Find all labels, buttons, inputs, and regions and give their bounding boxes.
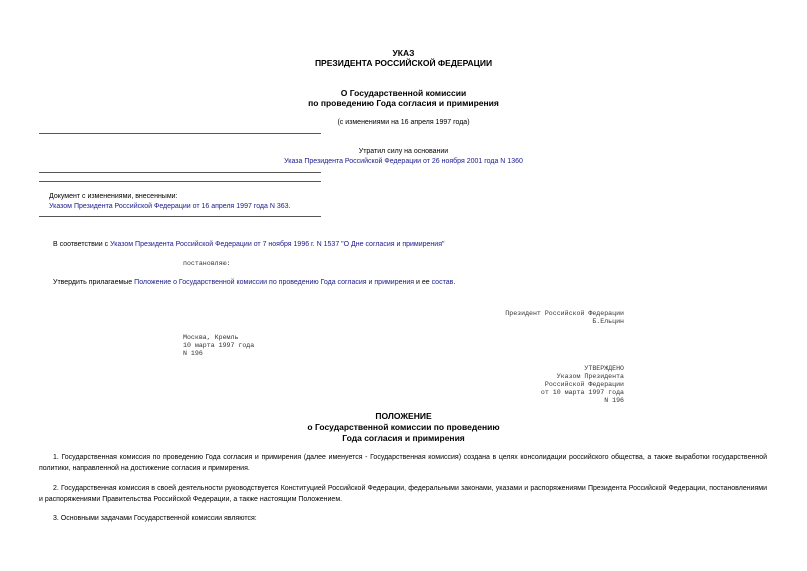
approve-suffix: .: [453, 279, 456, 286]
decree-title: УКАЗ: [392, 48, 415, 58]
approved-label: УТВЕРЖДЕНО: [584, 365, 624, 372]
date: 10 марта 1997 года: [183, 342, 255, 349]
changes-link[interactable]: Указом Президента Российской Федерации от 16 апреля 1997 года N 363: [49, 203, 289, 210]
amendment-note: (с изменениями на 16 апреля 1997 года): [337, 119, 470, 126]
regulation-subtitle-line2: Года согласия и примирения: [342, 433, 465, 443]
approve-paragraph: [53, 279, 455, 286]
decree-number: N 196: [183, 350, 203, 357]
signature-name: Б.Ельцин: [592, 318, 624, 325]
changes-link-suffix: .: [288, 203, 291, 210]
approve-composition-link[interactable]: состав: [431, 279, 454, 286]
basis-link[interactable]: Указом Президента Российской Федерации от 7 ноября 1996 г. N 1537 "О Дне согласия и примирения": [110, 241, 445, 248]
regulation-paragraph-1: 1. Государственная комиссия по проведению Года согласия и примирения (далее именуется - Государственная комиссия) создана в целях консолидации российского общества, а также выработки государственной политики, направленной на достижение согласия и примирения.: [39, 454, 767, 472]
approved-line3: Российской Федерации: [544, 381, 624, 388]
approved-line5: N 196: [604, 397, 624, 404]
approve-regulation-link[interactable]: Положение о Государственной комиссии по проведению Года согласия и примирения: [134, 279, 415, 286]
changes-line: [49, 203, 291, 210]
lost-force-label: Утратил силу на основании: [358, 148, 449, 155]
divider: [39, 216, 321, 217]
approve-prefix: Утвердить прилагаемые: [53, 279, 135, 286]
approve-middle: и ее: [414, 279, 432, 286]
basis-prefix: В соответствии с: [53, 241, 111, 248]
regulation-paragraph-2: 2. Государственная комиссия в своей деятельности руководствуется Конституцией Российской Федерации, федеральными законами, указами и распоряжениями Президента Российской Федерации, постановлениями и распоряжениями Правительства Российской Федерации, а также настоящим Положением.: [39, 485, 767, 503]
regulation-paragraph-3: 3. Основными задачами Государственной комиссии являются:: [53, 515, 257, 522]
divider: [39, 133, 321, 134]
place: Москва, Кремль: [183, 334, 239, 341]
approved-line2: Указом Президента: [556, 373, 624, 380]
regulation-subtitle-line1: о Государственной комиссии по проведению: [307, 422, 500, 432]
decree-issuer: ПРЕЗИДЕНТА РОССИЙСКОЙ ФЕДЕРАЦИИ: [314, 58, 493, 68]
lost-force-link[interactable]: Указа Президента Российской Федерации от 26 ноября 2001 года N 1360: [284, 158, 523, 165]
decree-subtitle-line2: по проведению Года согласия и примирения: [308, 98, 499, 108]
decree-subtitle-line1: О Государственной комиссии: [340, 88, 467, 98]
divider: [39, 172, 321, 173]
regulation-title: ПОЛОЖЕНИЕ: [375, 411, 432, 421]
basis-paragraph: [53, 241, 444, 248]
divider: [39, 181, 321, 182]
changes-intro: Документ с изменениями, внесенными:: [49, 193, 178, 200]
approved-line4: от 10 марта 1997 года: [540, 389, 624, 396]
signature-title: Президент Российской Федерации: [505, 310, 624, 317]
decree-word: постановляю:: [183, 260, 231, 267]
